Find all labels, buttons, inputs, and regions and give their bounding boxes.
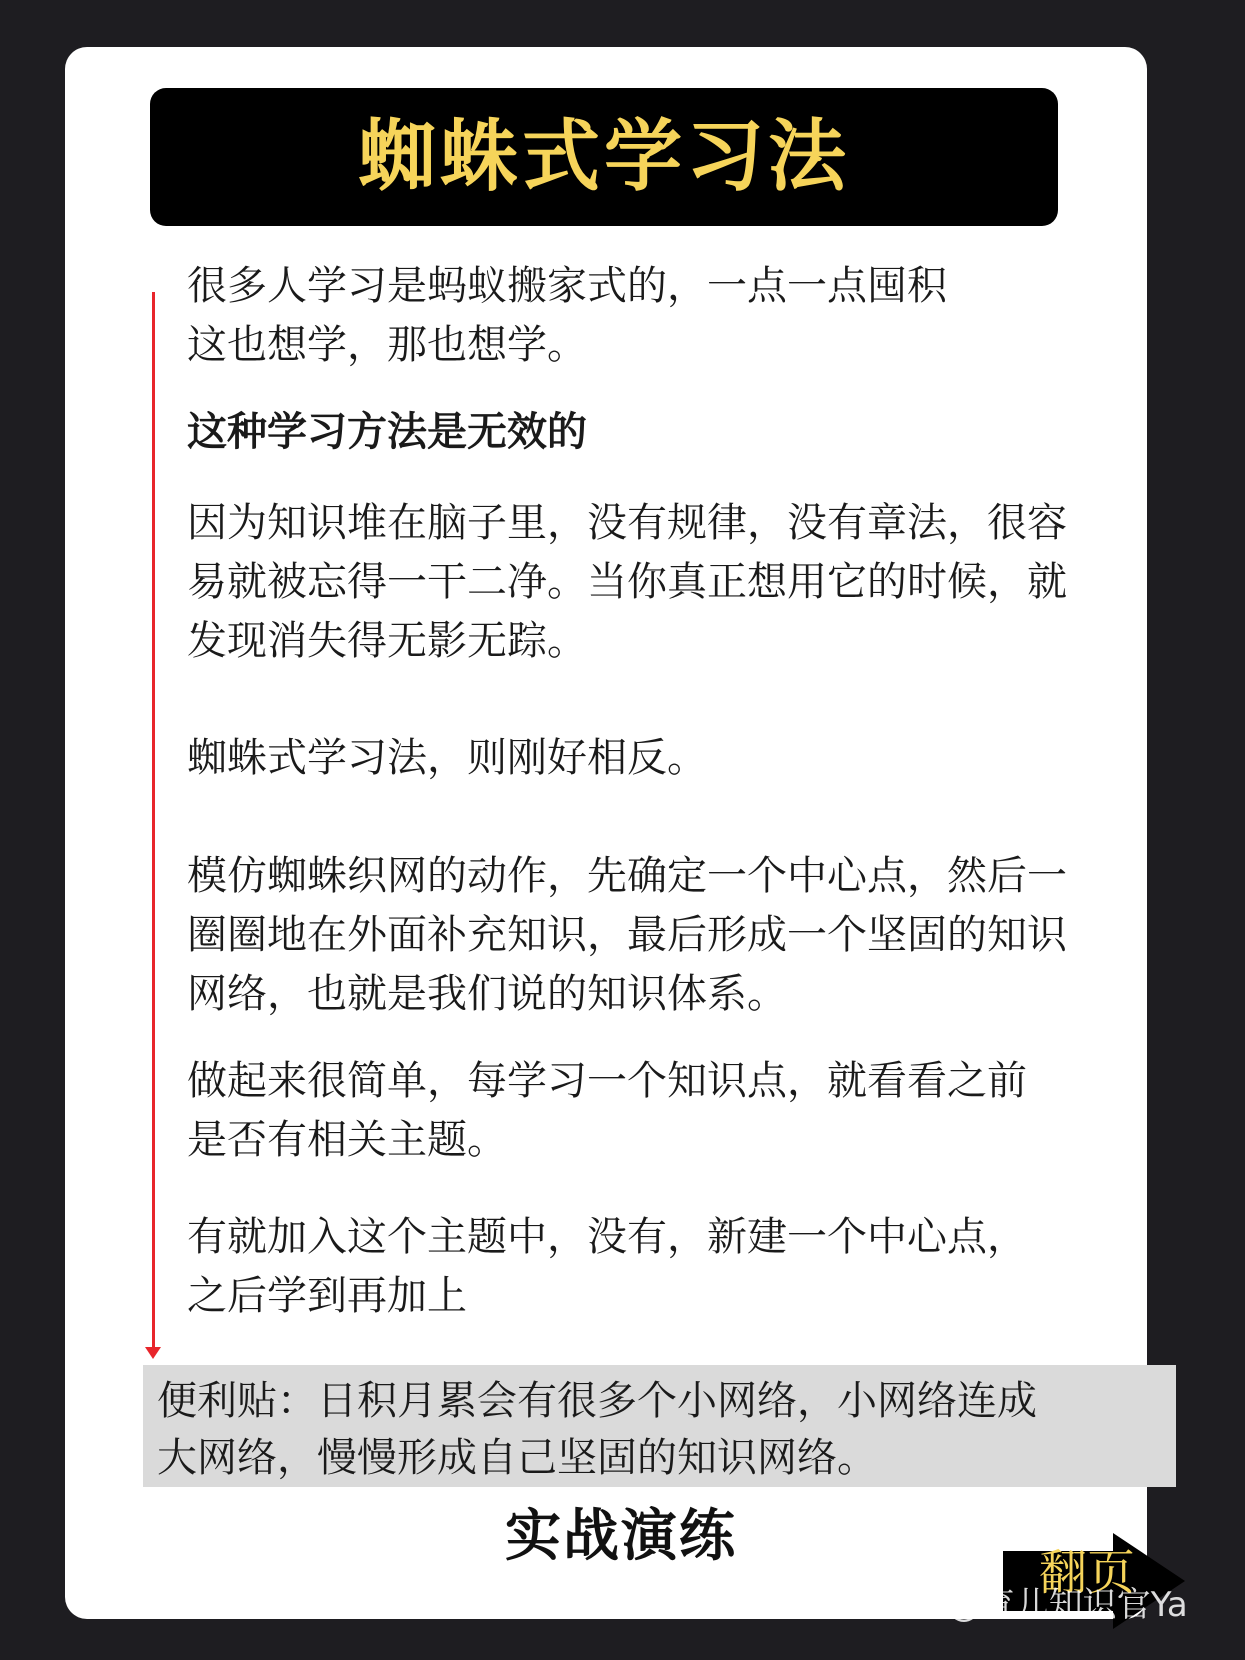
text-line: 这种学习方法是无效的 xyxy=(187,409,587,455)
next-page-label: 翻页 xyxy=(1039,1545,1136,1601)
timeline-line xyxy=(152,292,155,1352)
text-line: 做起来很简单，每学习一个知识点，就看看之前 xyxy=(187,1058,1027,1104)
sticky-note-line: 便利贴：日积月累会有很多个小网络，小网络连成 xyxy=(157,1378,1037,1424)
title-banner xyxy=(150,88,1058,226)
practice-heading: 实战演练 xyxy=(505,1504,737,1569)
paragraph-method xyxy=(187,847,1137,1024)
paragraph-steps xyxy=(187,1208,1137,1326)
text-line: 这也想学，那也想学。 xyxy=(187,322,587,368)
watermark: 知乎 @育儿知识官Ya xyxy=(868,1585,1188,1625)
text-line: 是否有相关主题。 xyxy=(187,1117,507,1163)
text-line: 圈圈地在外面补充知识，最后形成一个坚固的知识 xyxy=(187,912,1067,958)
text-line: 有就加入这个主题中，没有，新建一个中心点， xyxy=(187,1214,1027,1260)
arrow-down-icon xyxy=(145,1347,161,1359)
sticky-note-line: 大网络，慢慢形成自己坚固的知识网络。 xyxy=(157,1435,877,1481)
text-line: 发现消失得无影无踪。 xyxy=(187,618,587,664)
text-line: 之后学到再加上 xyxy=(187,1273,467,1319)
paragraph-practice xyxy=(187,1052,1137,1170)
paragraph-intro xyxy=(187,257,1137,375)
text-line: 因为知识堆在脑子里，没有规律，没有章法，很容 xyxy=(187,500,1067,546)
paragraph-emphasis xyxy=(187,403,1137,462)
paragraph-reason xyxy=(187,494,1137,671)
paragraph-contrast xyxy=(187,729,1137,788)
article-body xyxy=(187,257,1137,1326)
text-line: 很多人学习是蚂蚁搬家式的，一点一点囤积 xyxy=(187,263,947,309)
text-line: 网络，也就是我们说的知识体系。 xyxy=(187,971,787,1017)
sticky-note xyxy=(143,1365,1176,1487)
text-line: 模仿蜘蛛织网的动作，先确定一个中心点，然后一 xyxy=(187,853,1067,899)
content-card xyxy=(65,47,1147,1619)
text-line: 蜘蛛式学习法，则刚好相反。 xyxy=(187,735,707,781)
page-title: 蜘蛛式学习法 xyxy=(357,112,850,202)
text-line: 易就被忘得一干二净。当你真正想用它的时候，就 xyxy=(187,559,1067,605)
